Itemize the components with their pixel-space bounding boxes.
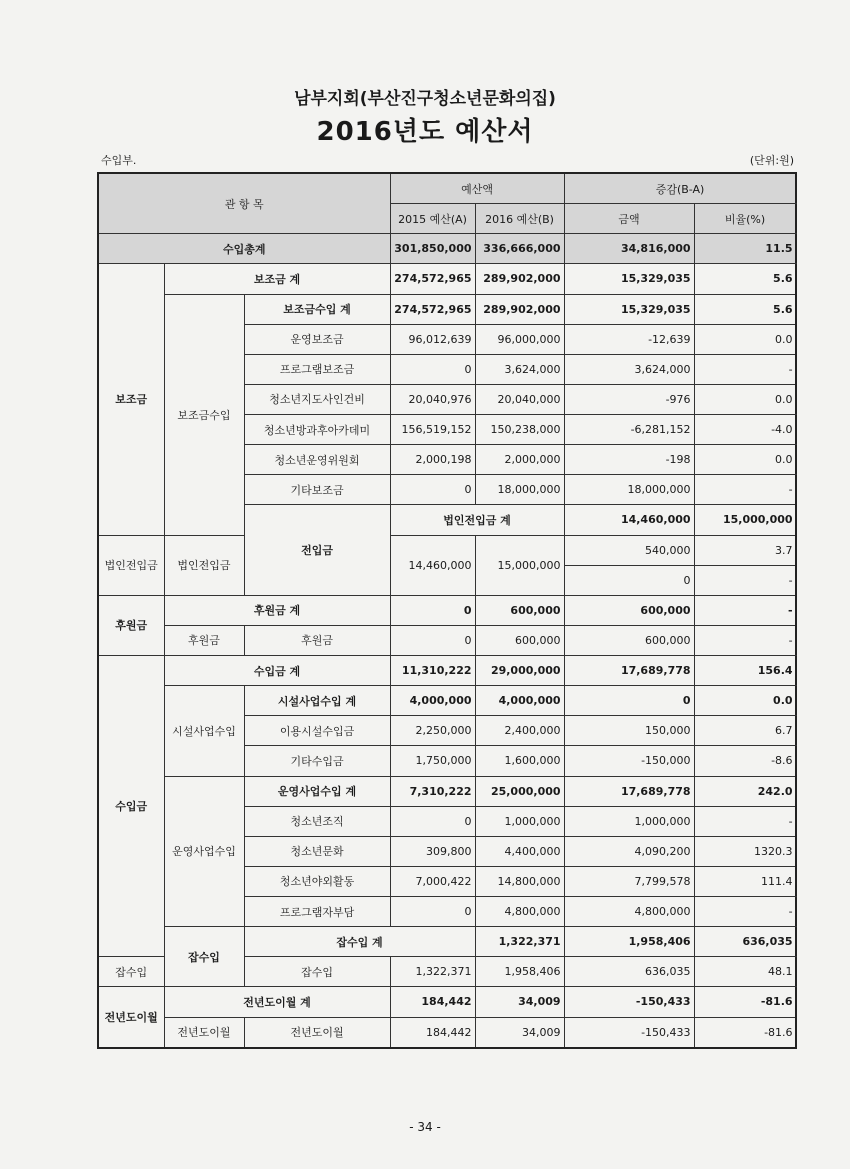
table-row (98, 595, 796, 625)
budget-2015-cell: 1,322,371 (475, 927, 564, 957)
row-label: 운영사업수입 계 (244, 776, 390, 806)
amount-header: 금액 (564, 204, 694, 234)
row-label: 수입총계 (98, 234, 390, 264)
ratio-cell: 6.7 (694, 716, 796, 746)
diff-cell: 4,090,200 (564, 836, 694, 866)
group-cell: 잡수입 (164, 927, 244, 987)
section-label: 수입부. (101, 154, 137, 167)
budget-2016-cell: 2,400,000 (475, 716, 564, 746)
row-label: 청소년방과후아카데미 (244, 415, 390, 445)
row-label: 수입금 계 (164, 656, 390, 686)
diff-cell: 4,800,000 (564, 897, 694, 927)
budget-2016-cell: 4,400,000 (475, 836, 564, 866)
ratio-cell: 156.4 (694, 656, 796, 686)
diff-cell: 15,329,035 (564, 264, 694, 294)
diff-cell: 1,000,000 (564, 806, 694, 836)
diff-cell: -12,639 (564, 324, 694, 354)
ratio-cell: - (694, 625, 796, 655)
budget-2016-cell: 2,000,000 (475, 445, 564, 475)
diff-cell: 17,689,778 (564, 776, 694, 806)
ratio-cell: 242.0 (694, 776, 796, 806)
row-label: 보조금 계 (164, 264, 390, 294)
row-label: 전년도이월 (244, 1017, 390, 1048)
budget-2015-cell: 0 (390, 354, 475, 384)
ratio-cell: 11.5 (694, 234, 796, 264)
hang-cell: 잡수입 (98, 957, 164, 987)
diff-cell: 17,689,778 (564, 656, 694, 686)
budget-2015-cell: 301,850,000 (390, 234, 475, 264)
budget-2016-header: 2016 예산(B) (475, 204, 564, 234)
budget-2015-cell: 0 (390, 625, 475, 655)
row-label: 후원금 계 (164, 595, 390, 625)
table-row (98, 987, 796, 1017)
page-number: - 34 - (409, 1120, 441, 1134)
budget-header: 예산액 (390, 173, 564, 204)
table-row (98, 656, 796, 686)
budget-2016-cell: 20,040,000 (475, 384, 564, 414)
diff-cell: -150,000 (564, 746, 694, 776)
ratio-header: 비율(%) (694, 204, 796, 234)
ratio-cell: -4.0 (694, 415, 796, 445)
budget-2016-cell: 96,000,000 (475, 324, 564, 354)
budget-2015-cell: 2,250,000 (390, 716, 475, 746)
row-label: 프로그램자부담 (244, 897, 390, 927)
ratio-cell: 0.0 (694, 384, 796, 414)
ratio-cell: - (694, 595, 796, 625)
diff-cell: 600,000 (564, 625, 694, 655)
hang-cell: 보조금수입 (164, 294, 244, 535)
row-label: 청소년야외활동 (244, 866, 390, 896)
ratio-cell: - (694, 897, 796, 927)
group-cell: 전입금 (244, 505, 390, 595)
ratio-cell: - (694, 354, 796, 384)
budget-2015-cell: 0 (390, 806, 475, 836)
document-title: 2016년도 예산서 (316, 117, 534, 147)
budget-2015-cell: 0 (390, 475, 475, 505)
diff-cell: -150,433 (564, 987, 694, 1017)
table-row (98, 264, 796, 294)
ratio-cell: 1320.3 (694, 836, 796, 866)
diff-cell: -198 (564, 445, 694, 475)
budget-2015-cell: 4,000,000 (390, 686, 475, 716)
row-label: 잡수입 (244, 957, 390, 987)
budget-2015-cell: 14,460,000 (390, 535, 475, 595)
hang-cell: 시설사업수입 (164, 686, 244, 776)
budget-2015-cell: 1,322,371 (390, 957, 475, 987)
diff-cell: 7,799,578 (564, 866, 694, 896)
ratio-cell: -8.6 (694, 746, 796, 776)
budget-2015-cell: 184,442 (390, 1017, 475, 1048)
budget-2015-cell: 11,310,222 (390, 656, 475, 686)
change-header: 증감(B-A) (564, 173, 796, 204)
ratio-cell: 0.0 (694, 445, 796, 475)
table-row (98, 535, 796, 565)
hang-cell: 운영사업수입 (164, 776, 244, 927)
budget-2015-cell: 0 (390, 595, 475, 625)
row-label: 기타보조금 (244, 475, 390, 505)
budget-2016-cell: 600,000 (475, 625, 564, 655)
budget-2016-cell: 336,666,000 (475, 234, 564, 264)
budget-2015-cell: 2,000,198 (390, 445, 475, 475)
organization-title: 남부지회(부산진구청소년문화의집) (294, 89, 556, 109)
table-row (98, 625, 796, 655)
budget-2015-cell: 156,519,152 (390, 415, 475, 445)
row-label: 운영보조금 (244, 324, 390, 354)
table-row (98, 1017, 796, 1048)
budget-2016-cell: 18,000,000 (475, 475, 564, 505)
row-label: 보조금수입 계 (244, 294, 390, 324)
unit-label: (단위:원) (749, 154, 794, 167)
diff-cell: 0 (564, 686, 694, 716)
table-row (98, 686, 796, 716)
group-cell: 수입금 (98, 656, 164, 957)
budget-2015-cell: 274,572,965 (390, 264, 475, 294)
ratio-cell: - (694, 475, 796, 505)
ratio-cell: 48.1 (694, 957, 796, 987)
budget-2015-cell: 7,310,222 (390, 776, 475, 806)
diff-cell: 0 (564, 565, 694, 595)
budget-2016-cell: 34,009 (475, 1017, 564, 1048)
ratio-cell: 0.0 (694, 324, 796, 354)
hang-cell: 후원금 (164, 625, 244, 655)
ratio-cell: 5.6 (694, 294, 796, 324)
row-label: 후원금 (244, 625, 390, 655)
item-header: 관 항 목 (98, 173, 390, 234)
ratio-cell: 3.7 (694, 535, 796, 565)
diff-cell: 15,329,035 (564, 294, 694, 324)
diff-cell: -976 (564, 384, 694, 414)
budget-2016-cell: 1,000,000 (475, 806, 564, 836)
row-label: 시설사업수입 계 (244, 686, 390, 716)
row-label: 이용시설수입금 (244, 716, 390, 746)
ratio-cell: 111.4 (694, 866, 796, 896)
budget-2015-cell: 96,012,639 (390, 324, 475, 354)
diff-cell: 540,000 (564, 535, 694, 565)
budget-2016-cell: 1,958,406 (564, 927, 694, 957)
row-label: 기타수입금 (244, 746, 390, 776)
budget-2016-cell: 15,000,000 (694, 505, 796, 535)
diff-cell: 18,000,000 (564, 475, 694, 505)
budget-2016-cell: 289,902,000 (475, 264, 564, 294)
header-row (98, 173, 796, 204)
row-label: 법인전입금 (164, 535, 244, 595)
diff-cell: 636,035 (694, 927, 796, 957)
row-label: 청소년조직 (244, 806, 390, 836)
group-cell: 전년도이월 (98, 987, 164, 1048)
row-label: 청소년지도사인건비 (244, 384, 390, 414)
budget-table (97, 172, 797, 1049)
table-row (98, 927, 796, 957)
diff-cell: 636,035 (564, 957, 694, 987)
budget-2015-header: 2015 예산(A) (390, 204, 475, 234)
budget-2016-cell: 34,009 (475, 987, 564, 1017)
budget-2015-cell: 7,000,422 (390, 866, 475, 896)
budget-2015-cell: 0 (390, 897, 475, 927)
diff-cell: 150,000 (564, 716, 694, 746)
ratio-cell: 5.6 (694, 264, 796, 294)
budget-2016-cell: 25,000,000 (475, 776, 564, 806)
budget-2016-cell: 4,000,000 (475, 686, 564, 716)
diff-cell: 3,624,000 (564, 354, 694, 384)
budget-2015-cell: 309,800 (390, 836, 475, 866)
budget-2016-cell: 14,800,000 (475, 866, 564, 896)
budget-2016-cell: 289,902,000 (475, 294, 564, 324)
budget-2015-cell: 184,442 (390, 987, 475, 1017)
budget-2015-cell: 1,750,000 (390, 746, 475, 776)
budget-2015-cell: 20,040,976 (390, 384, 475, 414)
budget-2015-cell: 14,460,000 (564, 505, 694, 535)
ratio-cell: - (694, 806, 796, 836)
diff-cell: 34,816,000 (564, 234, 694, 264)
budget-2016-cell: 4,800,000 (475, 897, 564, 927)
hang-cell: 법인전입금 (98, 535, 164, 595)
budget-2016-cell: 1,600,000 (475, 746, 564, 776)
row-label: 법인전입금 계 (390, 505, 564, 535)
grand-total-row (98, 234, 796, 264)
diff-cell: 600,000 (564, 595, 694, 625)
table-row (98, 294, 796, 324)
budget-2016-cell: 1,958,406 (475, 957, 564, 987)
row-label: 청소년문화 (244, 836, 390, 866)
budget-2016-cell: 29,000,000 (475, 656, 564, 686)
table-row (98, 776, 796, 806)
ratio-cell: - (694, 565, 796, 595)
budget-2016-cell: 3,624,000 (475, 354, 564, 384)
row-label: 청소년운영위원회 (244, 445, 390, 475)
row-label: 프로그램보조금 (244, 354, 390, 384)
diff-cell: -150,433 (564, 1017, 694, 1048)
budget-2016-cell: 600,000 (475, 595, 564, 625)
ratio-cell: 0.0 (694, 686, 796, 716)
ratio-cell: -81.6 (694, 1017, 796, 1048)
ratio-cell: -81.6 (694, 987, 796, 1017)
budget-2016-cell: 150,238,000 (475, 415, 564, 445)
budget-2015-cell: 274,572,965 (390, 294, 475, 324)
group-cell: 보조금 (98, 264, 164, 535)
budget-2016-cell: 15,000,000 (475, 535, 564, 595)
group-cell: 후원금 (98, 595, 164, 655)
diff-cell: -6,281,152 (564, 415, 694, 445)
hang-cell: 전년도이월 (164, 1017, 244, 1048)
row-label: 전년도이월 계 (164, 987, 390, 1017)
row-label: 잡수입 계 (244, 927, 475, 957)
